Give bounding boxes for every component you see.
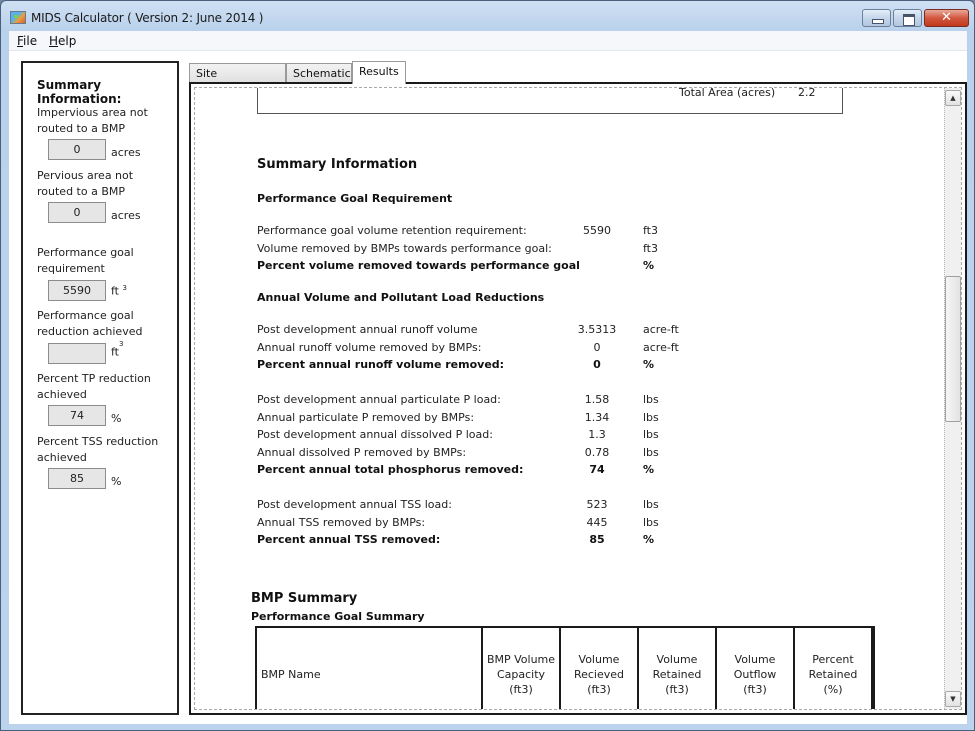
tp-reduction-unit: % (111, 412, 122, 425)
site-area-table (257, 87, 843, 114)
result-row (257, 323, 757, 340)
menu-help-mnemonic: H (49, 34, 59, 48)
result-unit: lbs (643, 428, 659, 441)
result-unit: lbs (643, 445, 659, 459)
tab-results[interactable]: Results (352, 61, 406, 84)
impervious-field[interactable]: 0 (48, 139, 106, 160)
result-value: 445 (586, 515, 608, 529)
result-row (257, 358, 757, 375)
menu-file[interactable] (17, 34, 37, 48)
scroll-down-icon[interactable]: ▼ (945, 691, 961, 707)
menu-file-mnemonic: F (17, 34, 24, 48)
result-value: 3.5313 (577, 323, 617, 336)
result-unit: ft3 (643, 224, 658, 237)
col-volume-retained: Volume Retained (ft3) (639, 628, 717, 710)
vertical-scrollbar[interactable] (944, 88, 961, 709)
tss-reduction-label: Percent TSS reduction achieved (37, 435, 159, 464)
summary-sidebar (21, 61, 179, 715)
result-unit: acre-ft (643, 323, 679, 336)
bmp-summary-table (255, 626, 875, 710)
close-button[interactable]: ✕ (924, 9, 969, 27)
scroll-up-icon[interactable]: ▲ (945, 90, 961, 106)
tab-schematic[interactable]: Schematic (286, 63, 352, 83)
results-document (195, 88, 943, 709)
perf-goal-req-unit: ft $^3$ (111, 284, 127, 298)
result-row (257, 411, 757, 428)
summary-heading: Summary Information (257, 157, 418, 172)
result-unit: lbs (643, 410, 659, 424)
result-label: Annual dissolved P removed by BMPs: (257, 445, 467, 459)
pervious-field[interactable]: 0 (48, 202, 106, 223)
result-row (257, 393, 757, 410)
pervious-unit: acres (111, 209, 141, 222)
minimize-button[interactable] (862, 9, 891, 27)
result-unit: ft3 (643, 241, 658, 255)
perf-goal-achieved-field[interactable] (48, 343, 106, 364)
result-label: Post development annual dissolved P load: (257, 428, 493, 441)
result-row (257, 259, 757, 276)
bmp-summary-heading: BMP Summary (251, 591, 358, 606)
result-row (257, 498, 757, 515)
result-row (257, 516, 757, 533)
result-row (257, 224, 757, 241)
result-label: Percent volume removed towards performance goal (257, 259, 580, 272)
result-value: 0 (593, 340, 601, 354)
result-row (257, 533, 757, 550)
results-scroll-area[interactable] (194, 87, 962, 710)
result-label: Post development annual runoff volume (257, 323, 478, 336)
app-logo-icon (10, 11, 26, 24)
menu-file-label: ile (23, 34, 38, 48)
result-unit: % (643, 463, 655, 476)
title-bar[interactable] (1, 1, 974, 31)
annual-heading: Annual Volume and Pollutant Load Reductions (257, 291, 545, 304)
result-label: Percent annual total phosphorus removed: (257, 463, 524, 476)
col-volume-outflow: Volume Outflow (ft3) (717, 628, 795, 710)
total-area-label: Total Area (acres) (679, 87, 776, 99)
pervious-label: Pervious area not routed to a BMP (37, 169, 134, 198)
result-value: 1.34 (584, 410, 610, 424)
result-row (257, 428, 757, 445)
result-unit: lbs (643, 393, 659, 406)
result-unit: acre-ft (643, 340, 679, 354)
impervious-unit: acres (111, 146, 141, 159)
perf-goal-req-label: Performance goal requirement (37, 246, 134, 275)
result-label: Percent annual runoff volume removed: (257, 358, 505, 371)
result-value: 1.3 (588, 428, 606, 441)
result-value: 5590 (583, 224, 611, 237)
tss-reduction-unit: % (111, 475, 122, 488)
menu-bar (9, 31, 967, 51)
col-volume-received: Volume Recieved (ft3) (561, 628, 639, 710)
results-panel (189, 82, 967, 715)
perf-goal-heading: Performance Goal Requirement (257, 192, 453, 205)
scrollbar-thumb[interactable] (945, 276, 961, 422)
tss-reduction-field[interactable]: 85 (48, 468, 106, 489)
result-row (257, 463, 757, 480)
result-label: Annual particulate P removed by BMPs: (257, 410, 475, 424)
tab-site-information[interactable]: Site (189, 63, 286, 83)
impervious-label: Impervious area not routed to a BMP (37, 106, 148, 135)
result-label: Post development annual TSS load: (257, 498, 452, 511)
result-unit: lbs (643, 515, 659, 529)
total-area-value: 2.2 (798, 87, 816, 99)
result-label: Annual TSS removed by BMPs: (257, 515, 426, 529)
result-row (257, 341, 757, 358)
maximize-button[interactable] (893, 9, 922, 27)
result-row (257, 242, 757, 259)
result-label: Volume removed by BMPs towards performance goal: (257, 241, 552, 255)
result-unit: lbs (643, 498, 659, 511)
client-area (9, 31, 967, 724)
result-label: Percent annual TSS removed: (257, 533, 441, 546)
perf-goal-achieved-label: Performance goal reduction achieved (37, 309, 143, 338)
perf-goal-req-field[interactable]: 5590 (48, 280, 106, 301)
result-unit: % (643, 358, 655, 371)
sidebar-title: Summary Information: (37, 78, 122, 106)
result-value: 85 (589, 533, 605, 546)
menu-help[interactable] (49, 34, 76, 48)
col-bmp-volume-capacity: BMP Volume Capacity (ft3) (483, 628, 561, 710)
result-unit: % (643, 259, 655, 272)
result-label: Annual runoff volume removed by BMPs: (257, 340, 482, 354)
tp-reduction-label: Percent TP reduction achieved (37, 372, 151, 401)
menu-help-label: elp (58, 34, 77, 48)
tp-reduction-field[interactable]: 74 (48, 405, 106, 426)
result-value: 0 (593, 358, 601, 371)
result-value: 523 (586, 498, 608, 511)
result-label: Performance goal volume retention requirement: (257, 224, 527, 237)
col-bmp-name: BMP Name (257, 628, 483, 710)
result-value: 0.78 (584, 445, 610, 459)
perf-goal-achieved-unit: $ft^3$ (111, 340, 124, 359)
result-row (257, 446, 757, 463)
perf-goal-summary-heading: Performance Goal Summary (251, 610, 425, 623)
result-value: 74 (589, 463, 605, 476)
col-percent-retained: Percent Retained (%) (795, 628, 873, 710)
window-title: MIDS Calculator ( Version 2: June 2014 ) (31, 11, 264, 25)
result-unit: % (643, 533, 655, 546)
result-value: 1.58 (584, 393, 610, 406)
result-label: Post development annual particulate P load: (257, 393, 501, 406)
